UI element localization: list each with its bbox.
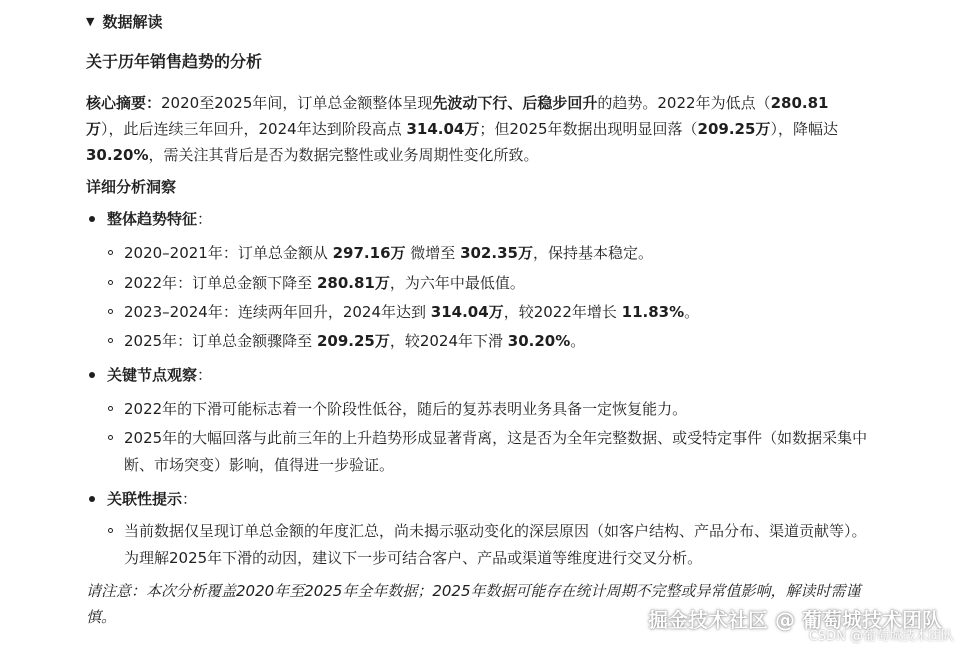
bullet-circle-icon	[108, 309, 113, 314]
list-item: 2022年的下滑可能标志着一个阶段性低谷，随后的复苏表明业务具备一定恢复能力。	[108, 396, 878, 423]
bullet-circle-icon	[108, 435, 113, 440]
watermark-sub: CSDN @葡萄城技术团队	[808, 629, 954, 644]
core-summary: 核心摘要：2020至2025年间，订单总金额整体呈现先波动下行、后稳步回升的趋势。2022年为低点（280.81 万），此后连续三年回升，2024年达到阶段高点 314.04万；但2025年数据出现明显回落（209.25万），降幅达 30.20%，需关注其背后是否为数据完整性或业务周期性变化所致。	[86, 94, 838, 164]
bullet-circle-icon	[108, 528, 113, 533]
toggle-label: 数据解读	[102, 13, 163, 31]
list-item: 2020–2021年：订单总金额从 297.16万 微增至 302.35万，保持基本稳定。	[108, 240, 878, 267]
list-item: 2025年的大幅回落与此前三年的上升趋势形成显著背离，这是否为全年完整数据、或受特定事件（如数据采集中断、市场突变）影响，值得进一步验证。	[108, 425, 878, 479]
list-item: 当前数据仅呈现订单总金额的年度汇总，尚未揭示驱动变化的深层原因（如客户结构、产品分布、渠道贡献等）。为理解2025年下滑的动因，建议下一步可结合客户、产品或渠道等维度进行交叉分析。	[108, 518, 878, 572]
list-item: 2023–2024年：连续两年回升，2024年达到 314.04万，较2022年增长 11.83%。	[108, 299, 878, 326]
triangle-down-icon: ▼	[86, 15, 95, 28]
list-item: 2022年：订单总金额下降至 280.81万，为六年中最低值。	[108, 270, 878, 297]
bullet-circle-icon	[108, 280, 113, 285]
bullet-circle-icon	[108, 250, 113, 255]
list-item: 2025年：订单总金额骤降至 209.25万，较2024年下滑 30.20%。	[108, 328, 878, 355]
watermark: 掘金技术社区 @ 葡萄城技术团队	[648, 608, 942, 632]
bullet-label: 整体趋势特征	[107, 210, 198, 228]
disclaimer-note: 请注意：本次分析覆盖2020年至2025年全年数据；2025年数据可能存在统计周期不完整或异常值影响，解读时需谨慎。	[86, 582, 861, 626]
bullet-circle-icon	[108, 406, 113, 411]
bullet-dot-icon	[89, 496, 95, 502]
bullet-dot-icon	[89, 372, 95, 378]
page-title: 关于历年销售趋势的分析	[86, 52, 263, 71]
bullet-dot-icon	[89, 216, 95, 222]
bullet-relation: 关联性提示：	[86, 486, 197, 512]
data-interpretation-toggle[interactable]	[86, 11, 162, 32]
bullet-circle-icon	[108, 338, 113, 343]
section-title: 详细分析洞察	[86, 178, 177, 196]
bullet-trend: 整体趋势特征：	[86, 206, 212, 232]
bullet-key-nodes: 关键节点观察：	[86, 362, 212, 388]
